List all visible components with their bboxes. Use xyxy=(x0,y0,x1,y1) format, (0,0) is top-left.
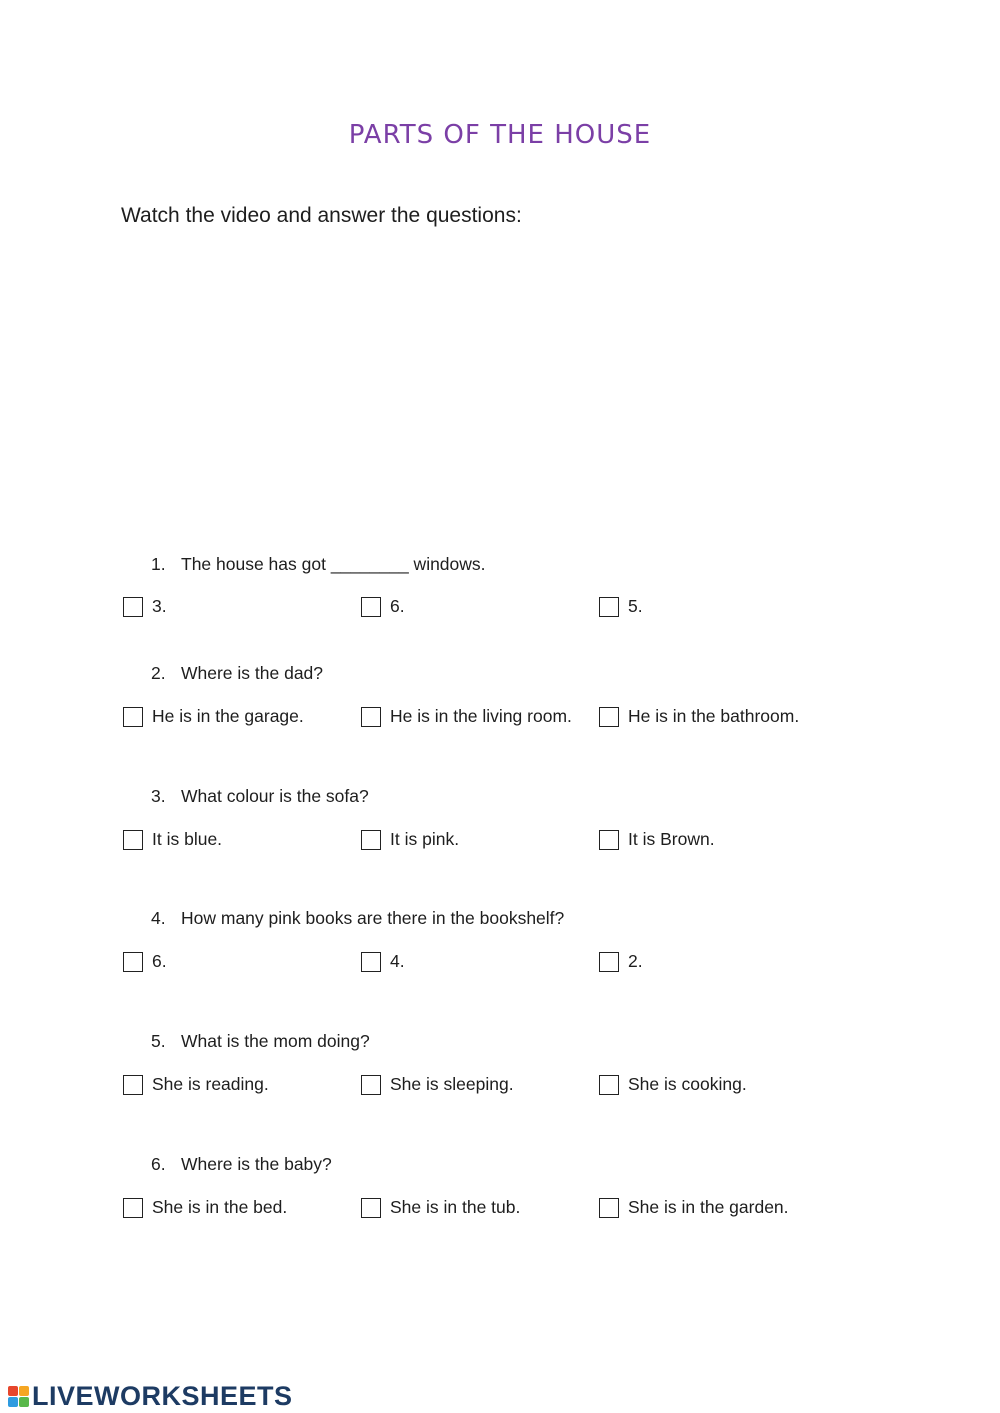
instruction-text: Watch the video and answer the questions: xyxy=(121,204,522,227)
option-label: She is in the tub. xyxy=(390,1197,521,1217)
option-q4-c[interactable] xyxy=(599,951,643,972)
question-2 xyxy=(151,663,323,684)
option-q1-b[interactable] xyxy=(361,596,405,617)
question-number: 2. xyxy=(151,663,166,683)
question-6 xyxy=(151,1154,332,1175)
option-q5-c[interactable] xyxy=(599,1074,747,1095)
option-label: It is Brown. xyxy=(628,829,715,849)
question-text: Where is the dad? xyxy=(181,663,324,683)
option-label: She is sleeping. xyxy=(390,1074,514,1094)
option-label: She is reading. xyxy=(152,1074,269,1094)
option-q5-a[interactable] xyxy=(123,1074,269,1095)
question-number: 1. xyxy=(151,554,166,574)
checkbox[interactable] xyxy=(361,830,381,850)
checkbox[interactable] xyxy=(599,1075,619,1095)
option-q6-b[interactable] xyxy=(361,1197,520,1218)
question-text: Where is the baby? xyxy=(181,1154,332,1174)
option-q1-a[interactable] xyxy=(123,596,167,617)
logo-text: LIVEWORKSHEETS xyxy=(32,1381,293,1411)
option-label: 4. xyxy=(390,951,405,971)
question-4 xyxy=(151,908,564,929)
logo-icon xyxy=(8,1386,29,1407)
checkbox[interactable] xyxy=(123,597,143,617)
option-q3-c[interactable] xyxy=(599,829,715,850)
question-5 xyxy=(151,1031,370,1052)
logo-square-3 xyxy=(8,1397,18,1407)
checkbox[interactable] xyxy=(599,952,619,972)
option-label: She is in the bed. xyxy=(152,1197,288,1217)
question-text: How many pink books are there in the bookshelf? xyxy=(181,908,565,928)
question-number: 6. xyxy=(151,1154,166,1174)
option-q1-c[interactable] xyxy=(599,596,643,617)
option-label: 6. xyxy=(390,596,405,616)
checkbox[interactable] xyxy=(361,707,381,727)
question-number: 3. xyxy=(151,786,166,806)
option-q4-b[interactable] xyxy=(361,951,405,972)
option-label: She is cooking. xyxy=(628,1074,747,1094)
logo-square-1 xyxy=(8,1386,18,1396)
checkbox[interactable] xyxy=(599,830,619,850)
question-text: The house has got ________ windows. xyxy=(181,554,486,574)
option-label: He is in the bathroom. xyxy=(628,706,800,726)
question-1 xyxy=(151,554,486,575)
checkbox[interactable] xyxy=(123,830,143,850)
option-q2-a[interactable] xyxy=(123,706,304,727)
option-q3-a[interactable] xyxy=(123,829,222,850)
checkbox[interactable] xyxy=(123,1198,143,1218)
option-q2-b[interactable] xyxy=(361,706,572,727)
option-q3-b[interactable] xyxy=(361,829,459,850)
option-label: 5. xyxy=(628,596,643,616)
checkbox[interactable] xyxy=(361,952,381,972)
question-3 xyxy=(151,786,369,807)
logo-square-4 xyxy=(19,1397,29,1407)
checkbox[interactable] xyxy=(599,597,619,617)
checkbox[interactable] xyxy=(123,707,143,727)
checkbox[interactable] xyxy=(599,707,619,727)
checkbox[interactable] xyxy=(123,952,143,972)
checkbox[interactable] xyxy=(361,597,381,617)
question-number: 5. xyxy=(151,1031,166,1051)
liveworksheets-logo[interactable] xyxy=(8,1381,293,1412)
option-label: He is in the living room. xyxy=(390,706,572,726)
checkbox[interactable] xyxy=(123,1075,143,1095)
option-q5-b[interactable] xyxy=(361,1074,514,1095)
option-q4-a[interactable] xyxy=(123,951,167,972)
option-label: She is in the garden. xyxy=(628,1197,789,1217)
option-label: 3. xyxy=(152,596,167,616)
option-label: It is blue. xyxy=(152,829,223,849)
question-number: 4. xyxy=(151,908,166,928)
page-title: PARTS OF THE HOUSE xyxy=(348,120,652,150)
checkbox[interactable] xyxy=(599,1198,619,1218)
option-label: He is in the garage. xyxy=(152,706,304,726)
logo-square-2 xyxy=(19,1386,29,1396)
checkbox[interactable] xyxy=(361,1198,381,1218)
question-text: What is the mom doing? xyxy=(181,1031,370,1051)
option-q2-c[interactable] xyxy=(599,706,799,727)
option-q6-a[interactable] xyxy=(123,1197,287,1218)
option-label: 2. xyxy=(628,951,643,971)
option-label: 6. xyxy=(152,951,167,971)
option-label: It is pink. xyxy=(390,829,460,849)
option-q6-c[interactable] xyxy=(599,1197,789,1218)
checkbox[interactable] xyxy=(361,1075,381,1095)
question-text: What colour is the sofa? xyxy=(181,786,369,806)
